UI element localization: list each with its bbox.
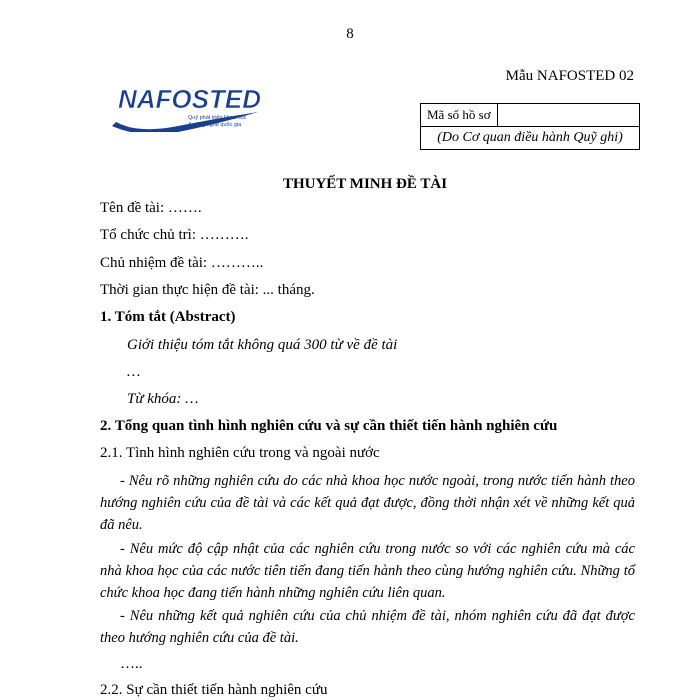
- form-code: Mẫu NAFOSTED 02: [505, 68, 634, 84]
- file-code-box: [420, 103, 640, 150]
- keywords-line: Từ khóa: …: [127, 391, 199, 407]
- section-2-heading: 2. Tổng quan tình hình nghiên cứu và sự cần thiết tiến hành nghiên cứu: [100, 418, 558, 434]
- section-2-ellipsis: …..: [120, 656, 143, 672]
- logo-tagline-2: & công nghệ quốc gia: [188, 122, 242, 128]
- subsection-2-2-heading: 2.2. Sự cần thiết tiến hành nghiên cứu: [100, 682, 328, 698]
- section-1-heading: 1. Tóm tắt (Abstract): [100, 309, 236, 325]
- field-duration: Thời gian thực hiện đề tài: ... tháng.: [100, 282, 315, 298]
- bullet-paragraph: - Nêu mức độ cập nhật của các nghiên cứu trong nước so với các nghiên cứu mà các nhà khoa học của các nước tiên tiến đang tiến hành theo cùng hướng nghiên cứu. Những tổ chức khoa học đang tiến hành những nghiên cứu liên quan.: [100, 541, 635, 601]
- field-project-name: Tên đề tài: …….: [100, 200, 202, 216]
- bullet-paragraph: - Nêu rõ những nghiên cứu do các nhà khoa học nước ngoài, trong nước tiến hành theo hướng nghiên cứu của đề tài và các kết quả đạt được, đồng thời nhận xét về những kết quả đã nêu.: [100, 473, 635, 533]
- nafosted-logo: [108, 82, 268, 132]
- bullet-paragraph: - Nêu những kết quả nghiên cứu của chủ nhiệm đề tài, nhóm nghiên cứu đã đạt được theo hướng nghiên cứu của đề tài.: [100, 608, 635, 646]
- field-host-organization: Tổ chức chủ trì: ……….: [100, 227, 249, 243]
- subsection-2-1-heading: 2.1. Tình hình nghiên cứu trong và ngoài nước: [100, 445, 380, 461]
- file-code-note: (Do Cơ quan điều hành Quỹ ghi): [421, 127, 640, 150]
- logo-wordmark: NAFOSTED: [118, 84, 261, 114]
- abstract-instruction: Giới thiệu tóm tắt không quá 300 từ về đề tài: [127, 337, 398, 353]
- file-code-label: Mã số hồ sơ: [421, 104, 498, 127]
- abstract-ellipsis: …: [127, 364, 141, 380]
- file-code-value[interactable]: [497, 104, 639, 127]
- document-title: THUYẾT MINH ĐỀ TÀI: [282, 176, 448, 192]
- page-number: 8: [346, 26, 354, 42]
- logo-tagline-1: Quỹ phát triển khoa học: [188, 115, 247, 121]
- field-project-leader: Chủ nhiệm đề tài: ………..: [100, 255, 264, 271]
